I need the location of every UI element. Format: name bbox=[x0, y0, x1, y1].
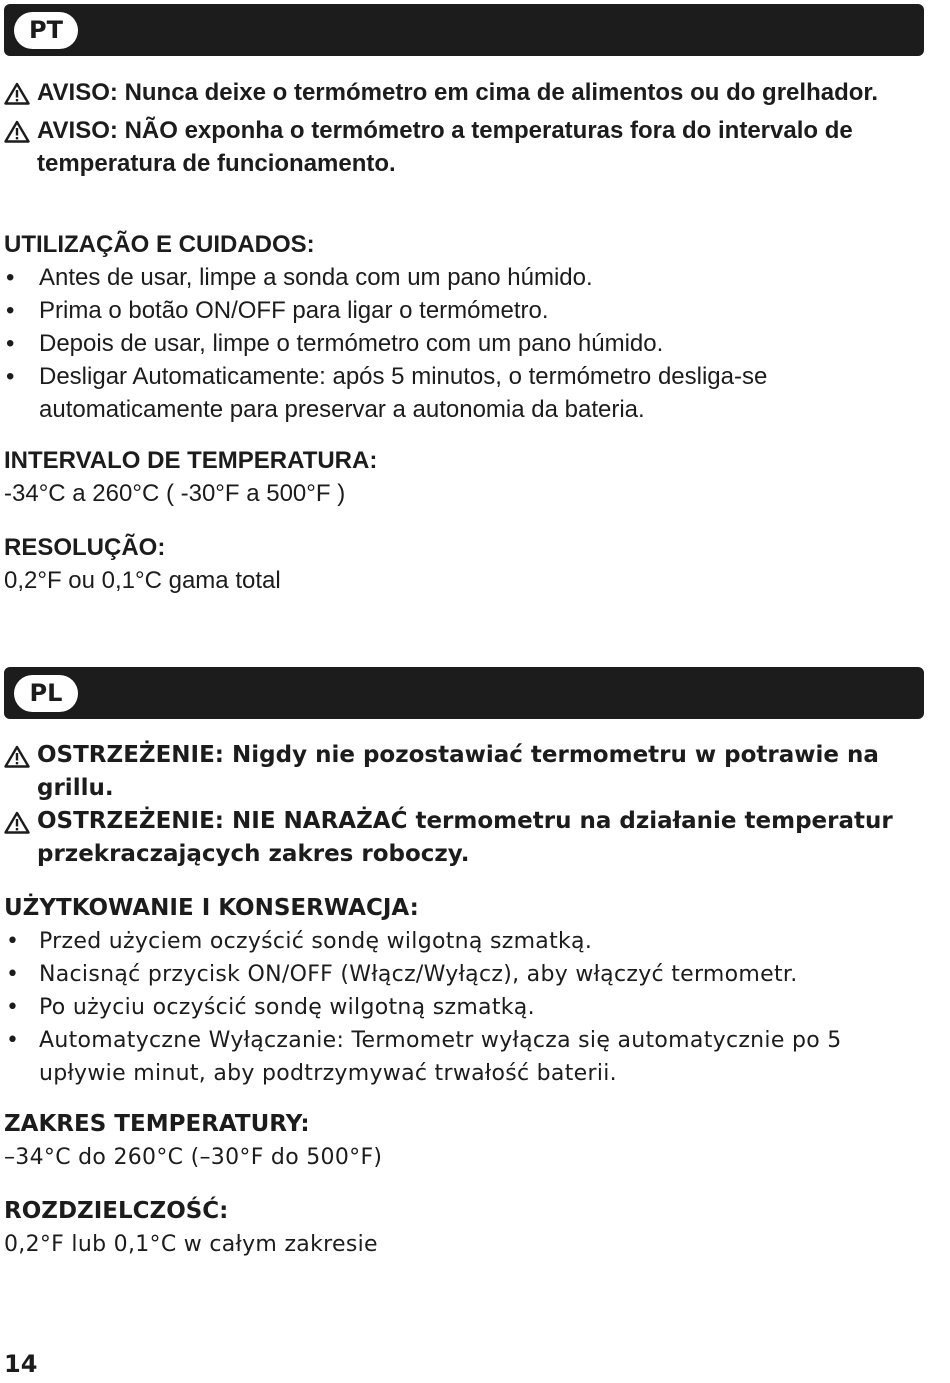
pl-resolution-value: 0,2°F lub 0,1°C w całym zakresie bbox=[4, 1232, 378, 1257]
list-item bbox=[4, 261, 934, 294]
pt-usage-section bbox=[4, 228, 934, 426]
pl-warnings bbox=[4, 739, 934, 871]
bullet-dot: • bbox=[6, 1028, 20, 1053]
pl-range-heading: ZAKRES TEMPERATURY: bbox=[4, 1111, 310, 1137]
pl-resolution-heading: ROZDZIELCZOŚĆ: bbox=[4, 1198, 229, 1224]
list-item-text: Desligar Automaticamente: após 5 minutos, o termómetro desliga-se automaticamente para preservar a autonomia da bateria. bbox=[39, 363, 768, 423]
page-number: 14 bbox=[4, 1350, 38, 1378]
pl-language-badge: PL bbox=[14, 675, 78, 712]
list-item bbox=[4, 991, 934, 1024]
pl-range-value: –34°C do 260°C (–30°F do 500°F) bbox=[4, 1145, 383, 1170]
pl-warning-2-text: OSTRZEŻENIE: NIE NARAŻAĆ termometru na działanie temperatur przekraczających zakres roboczy. bbox=[37, 808, 893, 867]
pt-resolution-value: 0,2°F ou 0,1°C gama total bbox=[4, 567, 281, 594]
warning-triangle-icon bbox=[4, 114, 37, 180]
pl-usage-section bbox=[4, 892, 934, 1090]
pl-header-bar bbox=[4, 667, 924, 719]
pt-range-value: -34°C a 260°C ( -30°F a 500°F ) bbox=[4, 480, 346, 507]
pt-resolution-section bbox=[4, 531, 934, 597]
pl-warning-1 bbox=[4, 739, 934, 805]
list-item-text: Automatyczne Wyłączanie: Termometr wyłącza się automatycznie po 5 upływie minut, aby podtrzymywać trwałość baterii. bbox=[39, 1028, 842, 1086]
list-item bbox=[4, 360, 934, 426]
bullet-dot: • bbox=[6, 962, 20, 987]
bullet-dot: • bbox=[6, 297, 15, 324]
pt-warnings bbox=[4, 76, 934, 180]
list-item-text: Po użyciu oczyścić sondę wilgotną szmatką. bbox=[39, 995, 535, 1020]
list-item bbox=[4, 327, 934, 360]
list-item-text: Prima o botão ON/OFF para ligar o termómetro. bbox=[39, 297, 549, 324]
bullet-dot: • bbox=[6, 330, 15, 357]
pt-warning-2 bbox=[4, 114, 934, 180]
pt-warning-1 bbox=[4, 76, 934, 114]
pl-range-section bbox=[4, 1108, 934, 1174]
pt-header-bar bbox=[4, 4, 924, 56]
list-item bbox=[4, 1024, 934, 1090]
bullet-dot: • bbox=[6, 264, 15, 291]
pt-usage-heading: UTILIZAÇÃO E CUIDADOS: bbox=[4, 231, 315, 258]
warning-triangle-icon bbox=[4, 76, 37, 114]
bullet-dot: • bbox=[6, 995, 20, 1020]
list-item-text: Antes de usar, limpe a sonda com um pano húmido. bbox=[39, 264, 593, 291]
pt-warning-1-text: AVISO: Nunca deixe o termómetro em cima de alimentos ou do grelhador. bbox=[37, 79, 879, 106]
pt-language-badge: PT bbox=[14, 12, 78, 49]
list-item-text: Nacisnąć przycisk ON/OFF (Włącz/Wyłącz), aby włączyć termometr. bbox=[39, 962, 798, 987]
bullet-dot: • bbox=[6, 363, 15, 390]
pt-range-heading: INTERVALO DE TEMPERATURA: bbox=[4, 447, 378, 474]
list-item bbox=[4, 294, 934, 327]
list-item bbox=[4, 925, 934, 958]
warning-triangle-icon bbox=[4, 805, 37, 871]
pt-range-section bbox=[4, 444, 934, 510]
pt-resolution-heading: RESOLUÇÃO: bbox=[4, 534, 166, 561]
pl-resolution-section bbox=[4, 1195, 934, 1261]
list-item-text: Depois de usar, limpe o termómetro com um pano húmido. bbox=[39, 330, 664, 357]
list-item-text: Przed użyciem oczyścić sondę wilgotną szmatką. bbox=[39, 929, 593, 954]
pt-warning-2-text: AVISO: NÃO exponha o termómetro a temperaturas fora do intervalo de temperatura de funcionamento. bbox=[37, 117, 853, 177]
pl-warning-2 bbox=[4, 805, 934, 871]
pl-warning-1-text: OSTRZEŻENIE: Nigdy nie pozostawiać termometru w potrawie na grillu. bbox=[37, 742, 879, 801]
warning-triangle-icon bbox=[4, 739, 37, 805]
list-item bbox=[4, 958, 934, 991]
bullet-dot: • bbox=[6, 929, 20, 954]
pl-usage-heading: UŻYTKOWANIE I KONSERWACJA: bbox=[4, 895, 419, 921]
